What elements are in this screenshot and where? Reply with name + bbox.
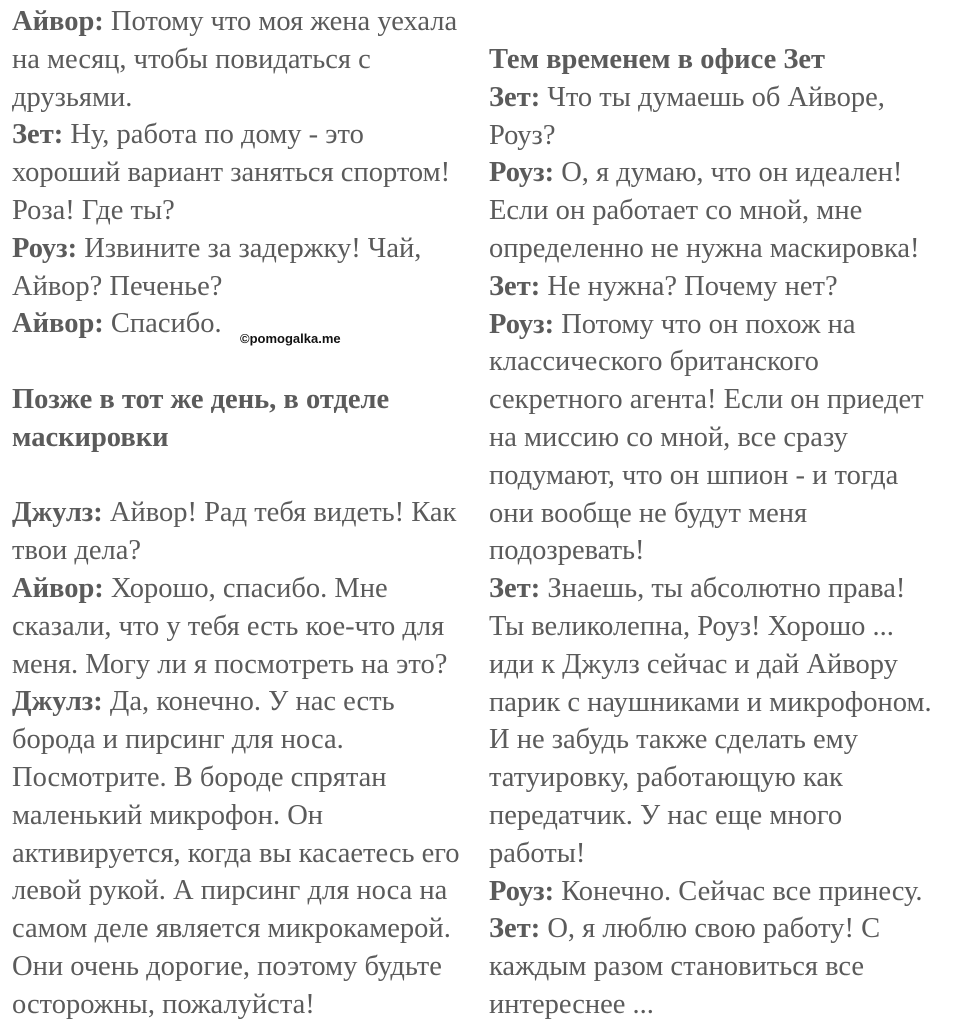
dialogue-text: Да, конечно. У нас есть борода и пирсинг для носа. Посмотрите. В бороде спрятан маленький микрофон. Он активируется, когда вы касаетесь его левой рукой. А пирсинг для носа на самом деле является микрокамерой. Они очень дорогие, поэтому будьте осторожны, пожалуйста! — [12, 686, 460, 1020]
scene-heading: Тем временем в офисе Зет — [489, 44, 826, 75]
dialogue-line — [489, 570, 949, 872]
speaker-name: Зет: — [12, 119, 64, 151]
dialogue-line — [12, 570, 482, 683]
speaker-name: Зет: — [489, 81, 541, 113]
dialogue-line — [489, 306, 949, 571]
speaker-name: Айвор: — [12, 572, 104, 604]
left-column — [12, 3, 482, 1024]
dialogue-line — [489, 910, 949, 1023]
dialogue-line — [489, 154, 949, 267]
dialogue-text: Ну, работа по дому - это хороший вариант заняться спортом! Роза! Где ты? — [12, 119, 451, 226]
watermark: ©pomogalka.me — [240, 331, 341, 346]
speaker-name: Роуз: — [489, 157, 555, 189]
dialogue-line — [489, 268, 949, 306]
dialogue-text: Потому что он похож на классического британского секретного агента! Если он приедет на миссию со мной, все сразу подумают, что он шпион - и тогда они вообще не будут меня подозревать! — [489, 308, 924, 567]
speaker-name: Роуз: — [489, 308, 555, 340]
dialogue-text: Не нужна? Почему нет? — [540, 270, 838, 302]
speaker-name: Джулз: — [12, 497, 103, 529]
dialogue-line — [12, 3, 482, 116]
speaker-name: Зет: — [489, 913, 541, 945]
speaker-name: Зет: — [489, 573, 541, 605]
dialogue-text: О, я думаю, что он идеален! Если он работает со мной, мне определенно не нужна маскировка! — [489, 157, 920, 264]
dialogue-line — [12, 683, 482, 1023]
dialogue-text: Спасибо. — [103, 308, 222, 340]
dialogue-line — [12, 116, 482, 229]
dialogue-text: О, я люблю свою работу! С каждым разом становиться все интереснее ... — [489, 913, 881, 1020]
dialogue-line — [12, 230, 482, 306]
dialogue-text: Знаешь, ты абсолютно права! Ты великолепна, Роуз! Хорошо ... иди к Джулз сейчас и дай Айвору парик с наушниками и микрофоном. И не забудь также сделать ему татуировку, работающую как передатчик. У нас еще много работы! — [489, 573, 932, 869]
speaker-name: Зет: — [489, 270, 541, 302]
speaker-name: Айвор: — [12, 308, 104, 340]
dialogue-line — [489, 79, 949, 155]
dialogue-text: Извините за задержку! Чай, Айвор? Печенье? — [12, 232, 422, 302]
spacer — [12, 457, 482, 495]
speaker-name: Роуз: — [12, 232, 78, 264]
dialogue-line — [12, 494, 482, 570]
right-column — [489, 41, 949, 1024]
speaker-name: Айвор: — [12, 6, 104, 37]
speaker-name: Джулз: — [12, 686, 103, 718]
dialogue-line — [489, 873, 949, 911]
spacer — [12, 343, 482, 381]
dialogue-text: Хорошо, спасибо. Мне сказали, что у тебя есть кое-что для меня. Могу ли я посмотреть на это? — [12, 572, 448, 680]
speaker-name: Роуз: — [489, 875, 555, 907]
dialogue-text: Потому что моя жена уехала на месяц, чтобы повидаться с друзьями. — [12, 6, 458, 113]
dialogue-text: Айвор! Рад тебя видеть! Как твои дела? — [12, 497, 457, 567]
scene-heading: Позже в тот же день, в отделе маскировки — [12, 383, 390, 453]
dialogue-text: Что ты думаешь об Айворе, Роуз? — [489, 81, 885, 151]
dialogue-text: Конечно. Сейчас все принесу. — [554, 875, 923, 907]
